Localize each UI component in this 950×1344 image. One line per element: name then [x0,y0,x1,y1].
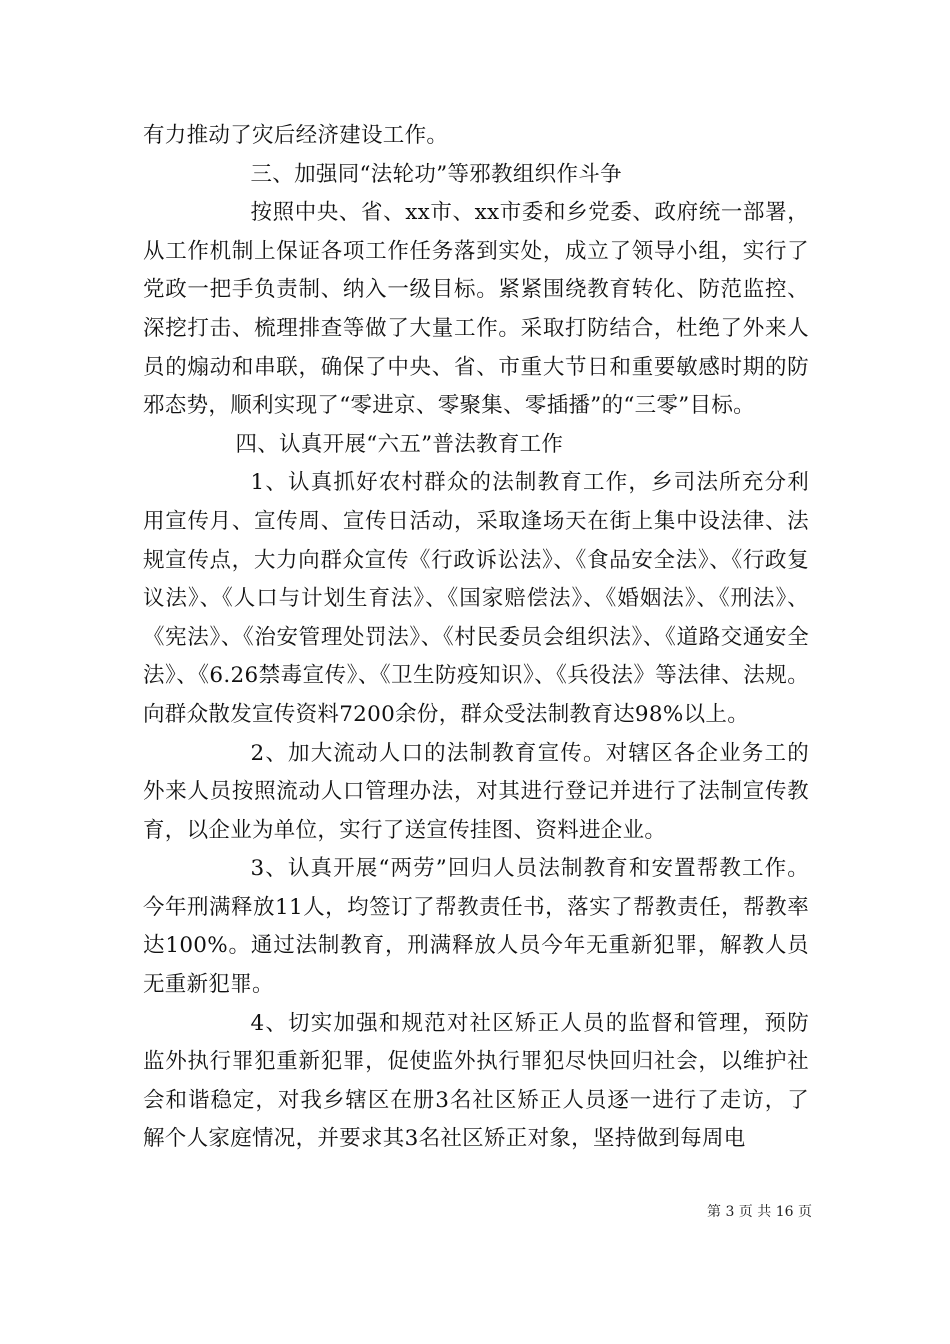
document-body [143,117,809,1159]
paragraph-item-3: 3、认真开展“两劳”回归人员法制教育和安置帮教工作。今年刑满释放11人，均签订了帮教责任书，落实了帮教责任，帮教率达100%。通过法制教育，刑满释放人员今年无重新犯罪，解教人员无重新犯罪。 [143,856,809,998]
page-number-footer: 第 3 页 共 16 页 [707,1204,812,1220]
section-heading-4: 四、认真开展“六五”普法教育工作 [235,431,564,457]
paragraph-continuation: 有力推动了灾后经济建设工作。 [143,123,449,148]
paragraph-item-4: 4、切实加强和规范对社区矫正人员的监督和管理，预防监外执行罪犯重新犯罪，促使监外执行罪犯尽快回归社会，以维护社会和谐稳定，对我乡辖区在册3名社区矫正人员逐一进行了走访，了解个人家庭情况，并要求其3名社区矫正对象，坚持做到每周电 [143,1010,809,1152]
paragraph-anti-cult-work: 按照中央、省、xx市、xx市委和乡党委、政府统一部署，从工作机制上保证各项工作任务落到实处，成立了领导小组，实行了党政一把手负责制、纳入一级目标。紧紧围绕教育转化、防范监控、深挖打击、梳理排查等做了大量工作。采取打防结合，杜绝了外来人员的煽动和串联，确保了中央、省、市重大节日和重要敏感时期的防邪态势，顺利实现了“零进京、零聚集、零插播”的“三零”目标。 [143,200,809,419]
paragraph-item-1: 1、认真抓好农村群众的法制教育工作，乡司法所充分利用宣传月、宣传周、宣传日活动，采取逢场天在街上集中设法律、法规宣传点，大力向群众宣传《行政诉讼法》、《食品安全法》、《行政复议法》、《人口与计划生育法》、《国家赔偿法》、《婚姻法》、《刑法》、《宪法》、《治安管理处罚法》、《村民委员会组织法》、《道路交通安全法》、《6.26禁毒宣传》、《卫生防疫知识》、《兵役法》等法律、法规。向群众散发宣传资料7200余份，群众受法制教育达98%以上。 [143,470,809,727]
paragraph-item-2: 2、加大流动人口的法制教育宣传。对辖区各企业务工的外来人员按照流动人口管理办法，对其进行登记并进行了法制宣传教育，以企业为单位，实行了送宣传挂图、资料进企业。 [143,740,809,843]
section-heading-3: 三、加强同“法轮功”等邪教组织作斗争 [250,161,622,187]
